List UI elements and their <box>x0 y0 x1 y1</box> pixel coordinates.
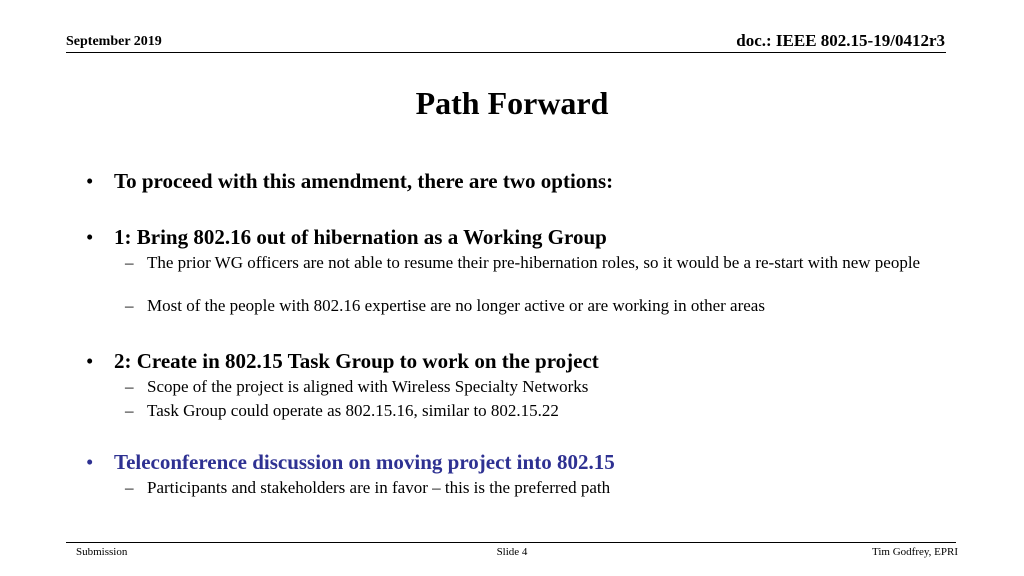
bullet-dot-icon: • <box>86 349 94 373</box>
header-date: September 2019 <box>66 34 162 49</box>
bullet-text: 1: Bring 802.16 out of hibernation as a Working Group <box>114 225 607 249</box>
header-divider <box>66 52 946 53</box>
bullet-dot-icon: • <box>86 169 94 193</box>
header-doc-id: doc.: IEEE 802.15-19/0412r3 <box>736 31 945 50</box>
sub-bullet-dash-icon: – <box>125 478 134 497</box>
sub-bullet-text: The prior WG officers are not able to resume their pre-hibernation roles, so it would be a re-start with new people <box>147 253 921 272</box>
footer-slide-number: Slide 4 <box>496 546 528 558</box>
sub-bullet-text: Most of the people with 802.16 expertise are no longer active or are working in other areas <box>147 296 765 315</box>
sub-bullet-text: Task Group could operate as 802.15.16, similar to 802.15.22 <box>147 401 559 420</box>
sub-bullet-dash-icon: – <box>125 401 134 420</box>
sub-bullet-text: Scope of the project is aligned with Wireless Specialty Networks <box>147 377 589 396</box>
slide-title: Path Forward <box>415 85 609 121</box>
footer-author: Tim Godfrey, EPRI <box>872 546 958 558</box>
bullet-text: 2: Create in 802.15 Task Group to work on the project <box>114 349 599 373</box>
bullet-text: Teleconference discussion on moving project into 802.15 <box>114 450 615 474</box>
sub-bullet-dash-icon: – <box>125 253 134 272</box>
footer-submission: Submission <box>76 546 128 558</box>
footer-divider <box>66 542 956 543</box>
sub-bullet-dash-icon: – <box>125 377 134 396</box>
sub-bullet-dash-icon: – <box>125 296 134 315</box>
sub-bullet-text: Participants and stakeholders are in favor – this is the preferred path <box>147 478 611 497</box>
bullet-dot-icon: • <box>86 225 94 249</box>
bullet-dot-icon: • <box>86 450 94 474</box>
bullet-text: To proceed with this amendment, there are two options: <box>114 169 614 193</box>
